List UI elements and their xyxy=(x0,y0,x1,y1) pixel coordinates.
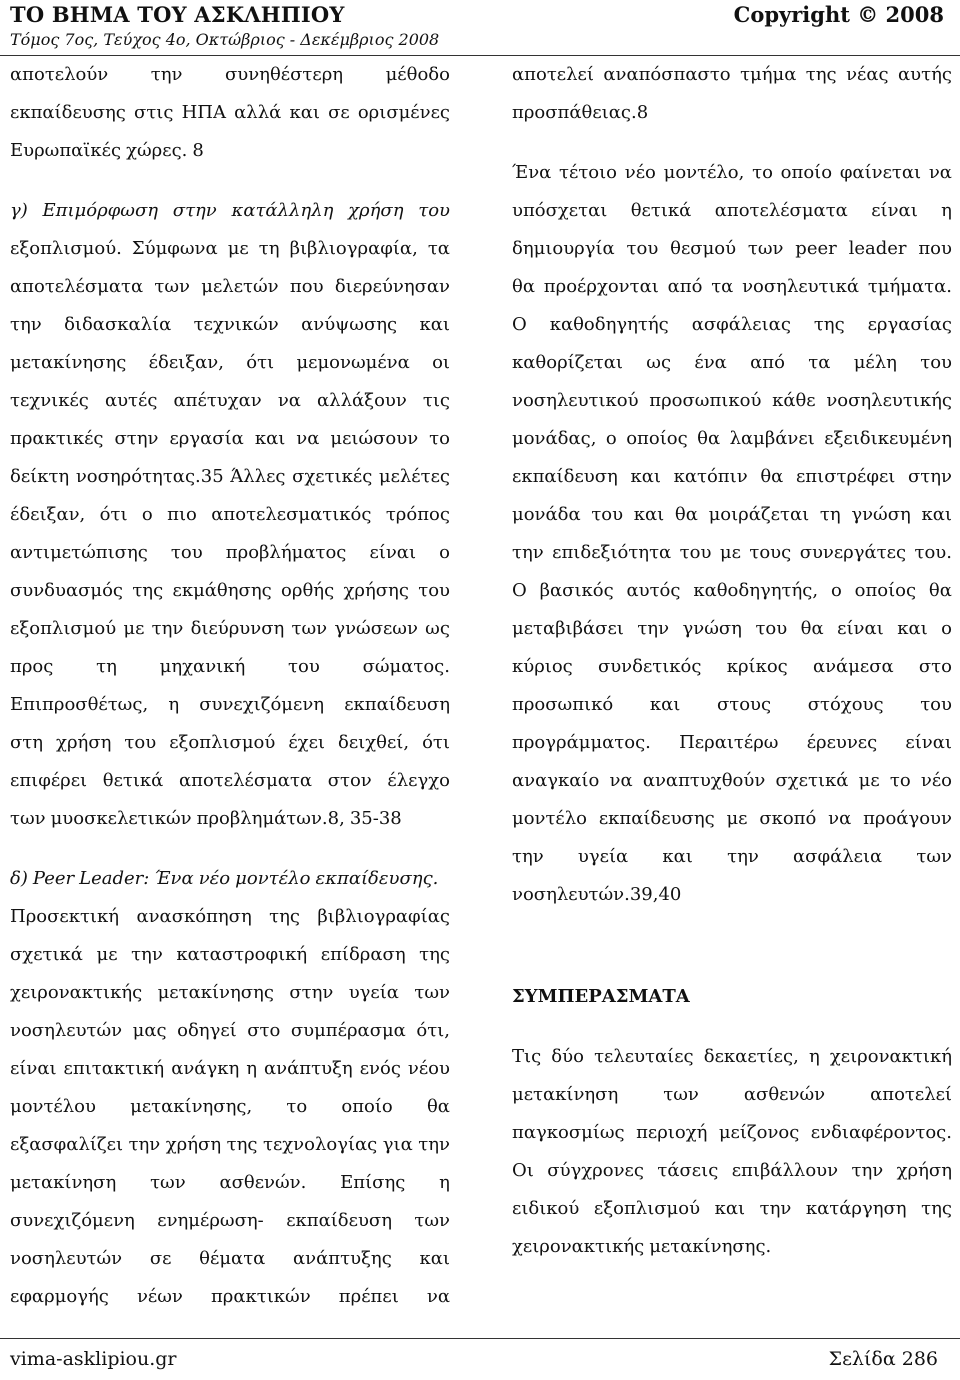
section-gap xyxy=(512,914,952,978)
text-line: αναγκαίο να αναπτυχθούν σχετικά με το νέο xyxy=(512,770,952,791)
text-line: Επιπροσθέτως, η συνεχιζόμενη εκπαίδευση xyxy=(10,694,450,715)
text-line: εφαρμογής νέων πρακτικών πρέπει να xyxy=(10,1286,450,1307)
text-line: υπόσχεται θετικά αποτελέσματα είναι η xyxy=(512,200,952,221)
website-link[interactable]: vima-asklipiou.gr xyxy=(10,1348,177,1370)
text-line: Οι σύγχρονες τάσεις επιβάλλουν την χρήση xyxy=(512,1160,952,1181)
text-line: μονάδα του και θα μοιράζεται τη γνώση και xyxy=(512,504,952,525)
text-line: έδειξαν, ότι ο πιο αποτελεσματικός τρόπος xyxy=(10,504,450,525)
footer-rule xyxy=(0,1338,960,1339)
text-line: νοσηλευτών.39,40 xyxy=(512,884,682,905)
text-line: δημιουργία του θεσμού των peer leader που xyxy=(512,238,952,259)
text-line: μοντέλου μετακίνησης, το οποίο θα xyxy=(10,1096,450,1117)
text-line: προγράμματος. Περαιτέρω έρευνες είναι xyxy=(512,732,952,753)
paragraph-gap xyxy=(10,170,450,192)
left-column xyxy=(10,56,450,1316)
text-line: νοσηλευτών μας οδηγεί στο συμπέρασμα ότι, xyxy=(10,1020,450,1041)
text-line: εκπαίδευσης στις ΗΠΑ αλλά και σε ορισμένες xyxy=(10,102,450,123)
page-header xyxy=(0,0,960,60)
text-line: νοσηλευτών σε θέματα ανάπτυξης και xyxy=(10,1248,450,1269)
text-line: Ευρωπαϊκές χώρες. 8 xyxy=(10,140,204,161)
text-line: συνεχιζόμενη ενημέρωση- εκπαίδευση των xyxy=(10,1210,450,1231)
issue-info: Τόμος 7ος, Τεύχος 4ο, Οκτώβριος - Δεκέμβριος 2008 xyxy=(10,30,440,49)
text-line: αποτελούν την συνηθέστερη μέθοδο xyxy=(10,64,450,85)
text-line: μεταβιβάσει την γνώση του θα είναι και ο xyxy=(512,618,952,639)
text-line: θα προέρχονται από τα νοσηλευτικά τμήματα. xyxy=(512,276,952,297)
text-line: μοντέλο εκπαίδευσης με σκοπό να προάγουν xyxy=(512,808,952,829)
text-line: τεχνικές αυτές απέτυχαν να αλλάξουν τις xyxy=(10,390,450,411)
text-line: πρακτικές στην εργασία και να μειώσουν το xyxy=(10,428,450,449)
text-line: καθορίζεται ως ένα από τα μέλη του xyxy=(512,352,952,373)
copyright-notice: Copyright © 2008 xyxy=(733,2,944,27)
text-line: μετακίνηση των ασθενών. Επίσης η xyxy=(10,1172,450,1193)
text-line: παγκοσμίως περιοχή μείζονος ενδιαφέροντος. xyxy=(512,1122,952,1143)
text-line: συνδυασμός της εκμάθησης ορθής χρήσης του xyxy=(10,580,450,601)
page-number: Σελίδα 286 xyxy=(828,1348,938,1370)
text-line: Ο καθοδηγητής ασφάλειας της εργασίας xyxy=(512,314,952,335)
text-line: την διδασκαλία τεχνικών ανύψωσης και xyxy=(10,314,450,335)
text-line: Προσεκτική ανασκόπηση της βιβλιογραφίας xyxy=(10,906,450,927)
page-footer xyxy=(10,1348,938,1370)
paragraph-gap xyxy=(512,132,952,154)
text-line: μετακίνηση των ασθενών αποτελεί xyxy=(512,1084,952,1105)
text-line: μετακίνησης έδειξαν, ότι μεμονωμένα οι xyxy=(10,352,450,373)
text-line: επιφέρει θετικά αποτελέσματα στον έλεγχο xyxy=(10,770,450,791)
text-line: Ο βασικός αυτός καθοδηγητής, ο οποίος θα xyxy=(512,580,952,601)
paragraph-gap xyxy=(10,838,450,860)
text-line: στη χρήση του εξοπλισμού έχει δειχθεί, ότι xyxy=(10,732,450,753)
right-column xyxy=(512,56,952,1266)
text-line: την επιδεξιότητα του με τους συνεργάτες του. xyxy=(512,542,952,563)
text-line: των μυοσκελετικών προβλημάτων.8, 35-38 xyxy=(10,808,402,829)
text-line: προς τη μηχανική του σώματος. xyxy=(10,656,450,677)
paragraph-gap xyxy=(512,1016,952,1038)
text-line: εκπαίδευση και κατόπιν θα επιστρέφει στην xyxy=(512,466,952,487)
text-line: χειρονακτικής μετακίνησης στην υγεία των xyxy=(10,982,450,1003)
text-line: ειδικού εξοπλισμού και την κατάργηση της xyxy=(512,1198,952,1219)
text-line: αντιμετώπισης του προβλήματος είναι ο xyxy=(10,542,450,563)
text-line: εξοπλισμού με την διεύρυνση των γνώσεων ως xyxy=(10,618,450,639)
text-line: αποτελεί αναπόσπαστο τμήμα της νέας αυτής xyxy=(512,64,952,85)
text-line: νοσηλευτικού προσωπικού κάθε νοσηλευτικής xyxy=(512,390,952,411)
text-line: είναι επιτακτική ανάγκη η ανάπτυξη ενός νέου xyxy=(10,1058,450,1079)
text-line: σχετικά με την καταστροφική επίδραση της xyxy=(10,944,450,965)
text-line: προσπάθειας.8 xyxy=(512,102,649,123)
conclusions-heading: ΣΥΜΠΕΡΑΣΜΑΤΑ xyxy=(512,986,690,1007)
text-line: κύριος συνδετικός κρίκος ανάμεσα στο xyxy=(512,656,952,677)
text-line: χειρονακτικής μετακίνησης. xyxy=(512,1236,772,1257)
journal-title: ΤΟ ΒΗΜΑ ΤΟΥ ΑΣΚΛΗΠΙΟΥ xyxy=(10,2,345,27)
text-line: δείκτη νοσηρότητας.35 Άλλες σχετικές μελέτες xyxy=(10,466,450,487)
text-line: μονάδας, ο οποίος θα λαμβάνει εξειδικευμένη xyxy=(512,428,952,449)
subsection-heading: δ) Peer Leader: Ένα νέο μοντέλο εκπαίδευσης. xyxy=(10,868,439,889)
text-line: Τις δύο τελευταίες δεκαετίες, η χειρονακτική xyxy=(512,1046,952,1067)
text-line: την υγεία και την ασφάλεια των xyxy=(512,846,952,867)
text-line: προσωπικό και στους στόχους του xyxy=(512,694,952,715)
text-line: αποτελέσματα των μελετών που διερεύνησαν xyxy=(10,276,450,297)
text-line: εξασφαλίζει την χρήση της τεχνολογίας για την xyxy=(10,1134,450,1155)
subsection-heading: γ) Επιμόρφωση στην κατάλληλη χρήση του xyxy=(10,200,450,221)
text-line: Ένα τέτοιο νέο μοντέλο, το οποίο φαίνεται να xyxy=(512,162,952,183)
text-line: εξοπλισμού. Σύμφωνα με τη βιβλιογραφία, τα xyxy=(10,238,450,259)
